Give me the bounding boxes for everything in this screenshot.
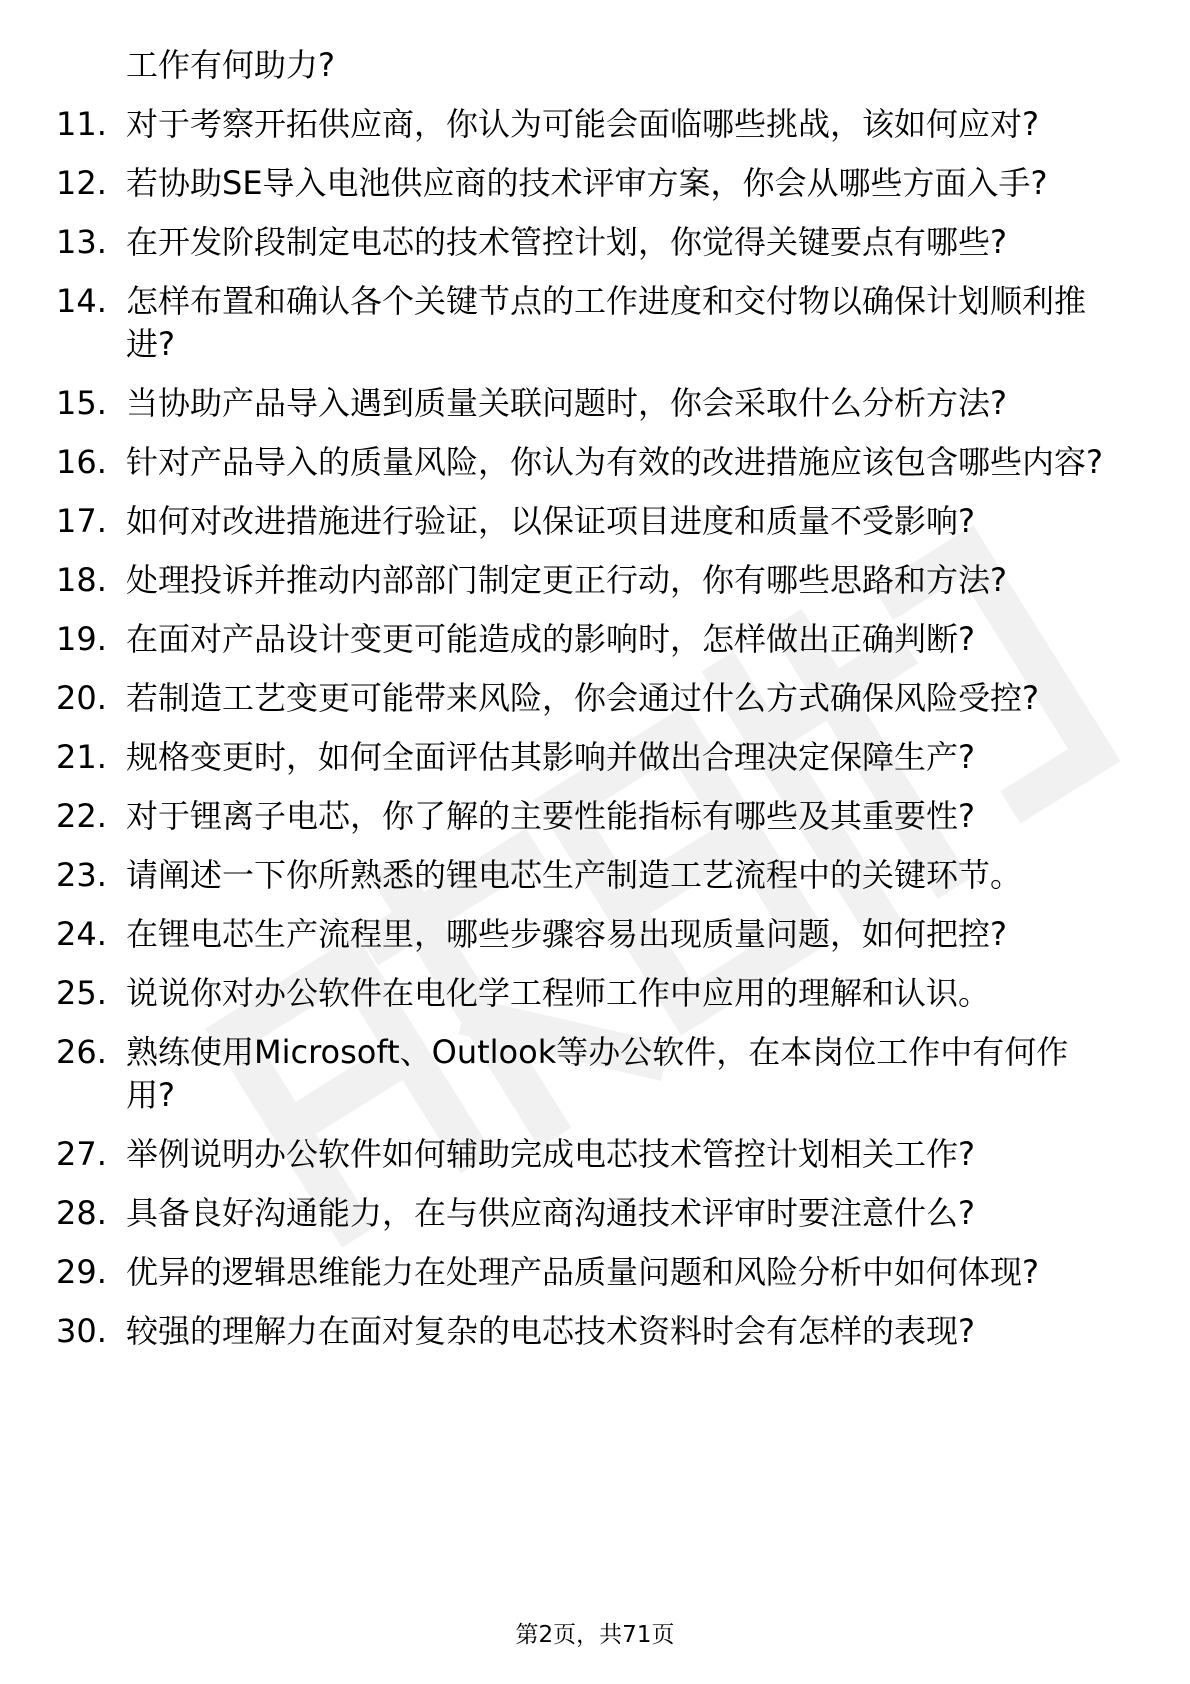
question-text: 规格变更时，如何全面评估其影响并做出合理决定保障生产? xyxy=(126,738,975,776)
question-text: 工作有何助力? xyxy=(126,46,335,84)
question-number: 11. xyxy=(56,105,107,143)
question-number: 14. xyxy=(56,282,107,320)
list-item xyxy=(0,280,1190,366)
question-text: 处理投诉并推动内部部门制定更正行动，你有哪些思路和方法? xyxy=(126,561,1007,599)
list-item xyxy=(0,1192,1190,1235)
list-item xyxy=(0,913,1190,956)
question-text: 优异的逻辑思维能力在处理产品质量问题和风险分析中如何体现? xyxy=(126,1253,1039,1291)
list-item xyxy=(0,854,1190,897)
question-number: 27. xyxy=(56,1135,107,1173)
question-text: 对于考察开拓供应商，你认为可能会面临哪些挑战，该如何应对? xyxy=(126,105,1039,143)
question-number: 30. xyxy=(56,1312,107,1350)
question-text: 具备良好沟通能力，在与供应商沟通技术评审时要注意什么? xyxy=(126,1194,975,1232)
question-text: 对于锂离子电芯，你了解的主要性能指标有哪些及其重要性? xyxy=(126,797,975,835)
list-item xyxy=(0,559,1190,602)
question-text: 怎样布置和确认各个关键节点的工作进度和交付物以确保计划顺利推进? xyxy=(126,282,1087,363)
list-item xyxy=(0,736,1190,779)
question-number: 22. xyxy=(56,797,107,835)
question-text: 请阐述一下你所熟悉的锂电芯生产制造工艺流程中的关键环节。 xyxy=(126,856,1023,894)
list-item xyxy=(0,972,1190,1015)
question-number: 29. xyxy=(56,1253,107,1291)
list-item xyxy=(0,618,1190,661)
list-item xyxy=(0,1310,1190,1353)
question-number: 20. xyxy=(56,679,107,717)
list-item xyxy=(0,677,1190,720)
question-text: 当协助产品导入遇到质量关联问题时，你会采取什么分析方法? xyxy=(126,384,1007,422)
question-number: 15. xyxy=(56,384,107,422)
question-list xyxy=(0,44,1190,1369)
question-text: 较强的理解力在面对复杂的电芯技术资料时会有怎样的表现? xyxy=(126,1312,975,1350)
question-number: 28. xyxy=(56,1194,107,1232)
list-item xyxy=(0,103,1190,146)
list-item xyxy=(0,1133,1190,1176)
list-item xyxy=(0,382,1190,425)
question-number: 13. xyxy=(56,223,107,261)
question-text: 举例说明办公软件如何辅助完成电芯技术管控计划相关工作? xyxy=(126,1135,975,1173)
list-item xyxy=(0,1251,1190,1294)
question-number: 19. xyxy=(56,620,107,658)
question-text: 针对产品导入的质量风险，你认为有效的改进措施应该包含哪些内容? xyxy=(126,443,1103,481)
list-item-continuation xyxy=(0,44,1190,87)
list-item xyxy=(0,162,1190,205)
question-number: 26. xyxy=(56,1033,107,1071)
question-number: 12. xyxy=(56,164,107,202)
question-number: 24. xyxy=(56,915,107,953)
question-number: 16. xyxy=(56,443,107,481)
question-text: 在开发阶段制定电芯的技术管控计划，你觉得关键要点有哪些? xyxy=(126,223,1007,261)
question-number: 21. xyxy=(56,738,107,776)
list-item xyxy=(0,441,1190,484)
list-item xyxy=(0,795,1190,838)
question-number: 23. xyxy=(56,856,107,894)
list-item xyxy=(0,221,1190,264)
question-text: 熟练使用Microsoft、Outlook等办公软件，在本岗位工作中有何作用? xyxy=(126,1033,1069,1114)
question-text: 说说你对办公软件在电化学工程师工作中应用的理解和认识。 xyxy=(126,974,991,1012)
question-text: 在面对产品设计变更可能造成的影响时，怎样做出正确判断? xyxy=(126,620,975,658)
question-text: 在锂电芯生产流程里，哪些步骤容易出现质量问题，如何把控? xyxy=(126,915,1007,953)
question-text: 若制造工艺变更可能带来风险，你会通过什么方式确保风险受控? xyxy=(126,679,1039,717)
list-item xyxy=(0,500,1190,543)
question-number: 17. xyxy=(56,502,107,540)
question-text: 如何对改进措施进行验证，以保证项目进度和质量不受影响? xyxy=(126,502,975,540)
page-number: 第2页，共71页 xyxy=(515,1622,675,1648)
page-footer xyxy=(0,1620,1190,1650)
question-text: 若协助SE导入电池供应商的技术评审方案，你会从哪些方面入手? xyxy=(126,164,1048,202)
question-number: 25. xyxy=(56,974,107,1012)
list-item xyxy=(0,1031,1190,1117)
question-number: 18. xyxy=(56,561,107,599)
